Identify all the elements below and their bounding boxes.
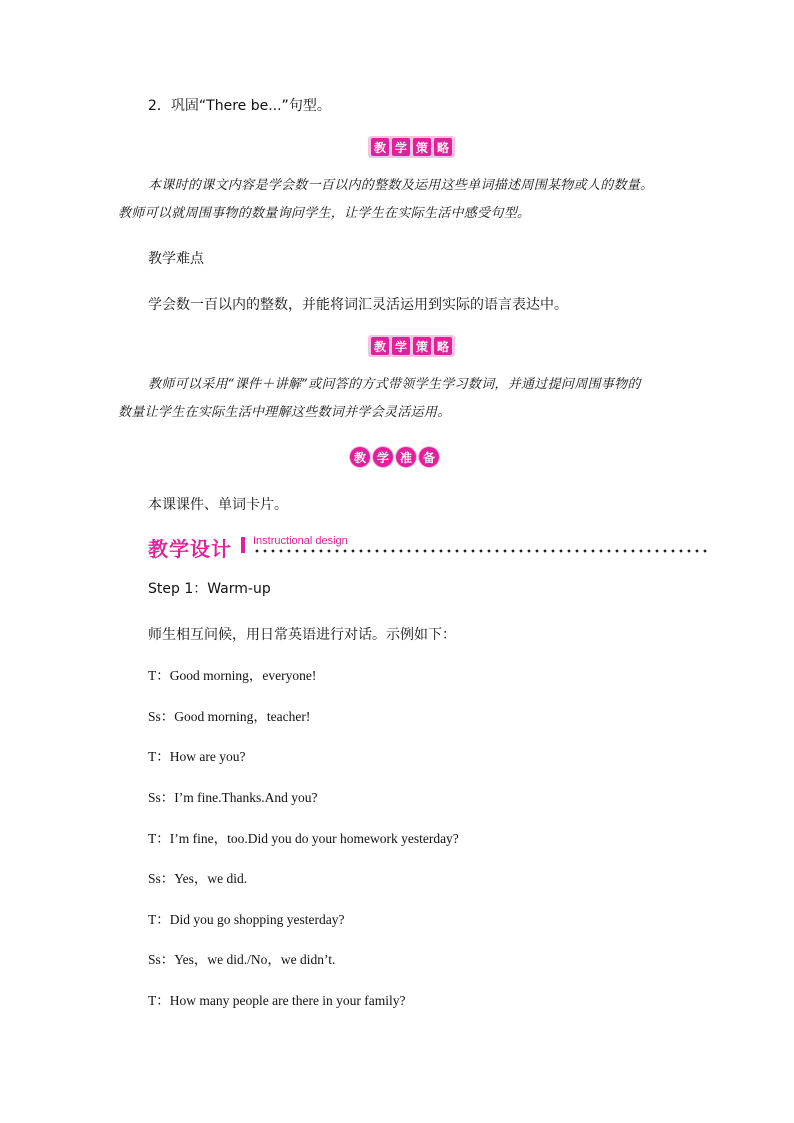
strategy-2-line-1: 教师可以采用“课件＋讲解”或问答的方式带领学生学习数词，并通过提问周围事物的 (148, 377, 641, 392)
step-1-intro: 师生相互问候，用日常英语进行对话。示例如下： (148, 627, 456, 643)
title-bar (241, 537, 245, 553)
dialogue-line: T：Did you go shopping yesterday? (148, 912, 345, 927)
tag-char: 准 (396, 447, 416, 467)
tag-char: 略 (434, 138, 452, 156)
tag-char: 学 (392, 337, 410, 355)
dialogue-line: Ss：Yes，we did./No，we didn’t. (148, 952, 336, 967)
strategy-paragraph-2 (118, 371, 698, 427)
tag-char: 教 (371, 337, 389, 355)
tag-char: 学 (392, 138, 410, 156)
tag-char: 学 (373, 447, 393, 467)
dialogue-line: T：How are you? (148, 749, 246, 764)
tag-char: 策 (413, 138, 431, 156)
design-section-header (148, 533, 710, 561)
difficulty-title: 教学难点 (148, 251, 204, 267)
tag-char: 策 (413, 337, 431, 355)
strategy-2-line-2: 数量让学生在实际生活中理解这些数词并学会灵活运用。 (118, 405, 451, 420)
tag-char: 备 (419, 447, 439, 467)
strategy-paragraph-1 (118, 172, 698, 228)
dialogue-line: Ss：Good morning，teacher! (148, 709, 311, 724)
tag-char: 略 (434, 337, 452, 355)
tag-char: 教 (350, 447, 370, 467)
strategy-tag-2 (368, 335, 455, 357)
strategy-tag-1 (368, 136, 455, 158)
strategy-1-line-2: 教师可以就周围事物的数量询问学生，让学生在实际生活中感受句型。 (118, 206, 531, 221)
step-1-title: Step 1：Warm-up (148, 581, 271, 597)
difficulty-text: 学会数一百以内的整数，并能将词汇灵活运用到实际的语言表达中。 (148, 297, 568, 313)
design-subtitle: Instructional design (253, 535, 348, 547)
strategy-1-line-1: 本课时的课文内容是学会数一百以内的整数及运用这些单词描述周围某物或人的数量。 (148, 178, 654, 193)
dialogue-line: T：I’m fine，too.Did you do your homework yesterday? (148, 831, 459, 846)
objective-2: 2．巩固“There be...”句型。 (148, 98, 331, 114)
design-title: 教学设计 (148, 537, 232, 561)
prep-tag (350, 447, 439, 467)
dialogue-line: T：Good morning，everyone! (148, 668, 317, 683)
dialogue-line: Ss：I’m fine.Thanks.And you? (148, 790, 318, 805)
dialogue-line: T：How many people are there in your family? (148, 993, 406, 1008)
dotted-rule (253, 549, 709, 553)
tag-char: 教 (371, 138, 389, 156)
prep-text: 本课课件、单词卡片。 (148, 497, 288, 513)
dialogue-line: Ss：Yes，we did. (148, 871, 248, 886)
